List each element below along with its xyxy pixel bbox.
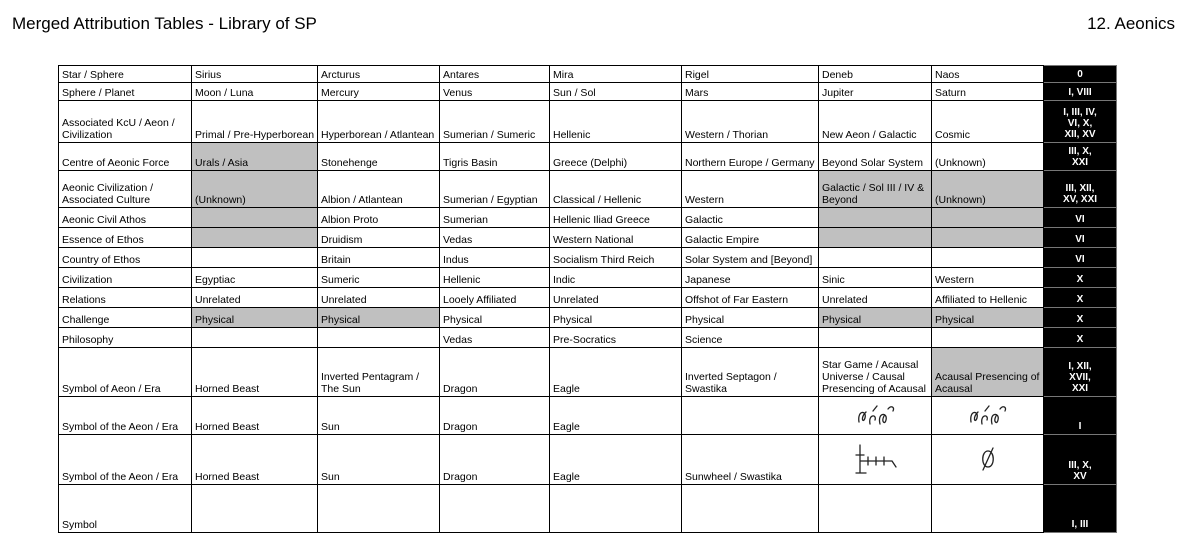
null-glyph: [932, 435, 1044, 485]
row-label: Aeonic Civil Athos: [59, 208, 192, 228]
table-cell: Classical / Hellenic: [550, 171, 682, 208]
table-cell: Mira: [550, 66, 682, 83]
table-cell: Venus: [440, 83, 550, 101]
table-cell: [932, 228, 1044, 248]
table-cell: (Unknown): [192, 171, 318, 208]
table-row: [59, 83, 1117, 101]
reference-cell: X: [1044, 288, 1117, 308]
acausal-script-glyph: [932, 397, 1044, 435]
table-cell: Eagle: [550, 435, 682, 485]
table-cell: Indus: [440, 248, 550, 268]
table-cell: [819, 208, 932, 228]
row-label: Civilization: [59, 268, 192, 288]
table-cell: Western National: [550, 228, 682, 248]
table-cell: [819, 248, 932, 268]
table-cell: [318, 485, 440, 533]
reference-cell: III, X, XXI: [1044, 143, 1117, 171]
table-cell: [819, 228, 932, 248]
table-cell: [192, 248, 318, 268]
table-cell: New Aeon / Galactic: [819, 101, 932, 143]
table-cell: Socialism Third Reich: [550, 248, 682, 268]
table-cell: Inverted Septagon / Swastika: [682, 348, 819, 397]
table-cell: Eagle: [550, 397, 682, 435]
table-cell: Western / Thorian: [682, 101, 819, 143]
table-cell: Druidism: [318, 228, 440, 248]
table-cell: Dragon: [440, 435, 550, 485]
row-label: Centre of Aeonic Force: [59, 143, 192, 171]
table-cell: Moon / Luna: [192, 83, 318, 101]
table-cell: Saturn: [932, 83, 1044, 101]
reference-cell: III, X, XV: [1044, 435, 1117, 485]
table-cell: Tigris Basin: [440, 143, 550, 171]
table-cell: [318, 328, 440, 348]
table-row: [59, 66, 1117, 83]
table-cell: Star Game / Acausal Universe / Causal Presencing of Acausal: [819, 348, 932, 397]
table-cell: [192, 228, 318, 248]
null-glyph: [977, 446, 999, 472]
table-cell: Galactic / Sol III / IV & Beyond: [819, 171, 932, 208]
table-cell: Western: [682, 171, 819, 208]
table-row: [59, 308, 1117, 328]
table-row: [59, 171, 1117, 208]
table-cell: [682, 397, 819, 435]
table-cell: [932, 208, 1044, 228]
galactic-glyph: [852, 441, 900, 477]
table-row: [59, 228, 1117, 248]
table-row: [59, 143, 1117, 171]
table-cell: Albion Proto: [318, 208, 440, 228]
table-cell: Indic: [550, 268, 682, 288]
table-cell: Physical: [819, 308, 932, 328]
table-cell: Stonehenge: [318, 143, 440, 171]
table-cell: Physical: [440, 308, 550, 328]
table-cell: Hellenic: [440, 268, 550, 288]
row-label: Relations: [59, 288, 192, 308]
reference-cell: VI: [1044, 248, 1117, 268]
table-cell: [819, 328, 932, 348]
table-row: [59, 435, 1117, 485]
table-cell: [550, 485, 682, 533]
row-label: Philosophy: [59, 328, 192, 348]
table-cell: Mercury: [318, 83, 440, 101]
table-cell: Horned Beast: [192, 435, 318, 485]
table-cell: Sumerian: [440, 208, 550, 228]
table-cell: Inverted Pentagram / The Sun: [318, 348, 440, 397]
table-cell: Physical: [932, 308, 1044, 328]
table-cell: Sinic: [819, 268, 932, 288]
row-label: Country of Ethos: [59, 248, 192, 268]
acausal-script-glyph: [855, 402, 897, 428]
table-cell: Egyptiac: [192, 268, 318, 288]
table-cell: Unrelated: [192, 288, 318, 308]
table-cell: Deneb: [819, 66, 932, 83]
reference-cell: X: [1044, 328, 1117, 348]
table-cell: Science: [682, 328, 819, 348]
table-cell: (Unknown): [932, 143, 1044, 171]
table-cell: Dragon: [440, 397, 550, 435]
acausal-script-glyph: [819, 397, 932, 435]
table-cell: Rigel: [682, 66, 819, 83]
table-cell: Britain: [318, 248, 440, 268]
table-cell: Hyperborean / Atlantean: [318, 101, 440, 143]
table-cell: [932, 328, 1044, 348]
table-cell: [192, 208, 318, 228]
table-cell: Jupiter: [819, 83, 932, 101]
table-cell: Urals / Asia: [192, 143, 318, 171]
table-cell: Mars: [682, 83, 819, 101]
reference-cell: VI: [1044, 228, 1117, 248]
table-cell: [932, 248, 1044, 268]
row-label: Associated KcU / Aeon / Civilization: [59, 101, 192, 143]
table-row: [59, 248, 1117, 268]
table-cell: Sumerian / Egyptian: [440, 171, 550, 208]
table-cell: Sun / Sol: [550, 83, 682, 101]
table-cell: [932, 485, 1044, 533]
table-cell: Cosmic: [932, 101, 1044, 143]
table-row: [59, 348, 1117, 397]
table-cell: Physical: [192, 308, 318, 328]
table-cell: [819, 485, 932, 533]
row-label: Symbol of the Aeon / Era: [59, 397, 192, 435]
reference-cell: I, VIII: [1044, 83, 1117, 101]
table-cell: [440, 485, 550, 533]
table-cell: [682, 485, 819, 533]
attribution-table: [58, 65, 1117, 533]
table-cell: Hellenic: [550, 101, 682, 143]
table-row: [59, 101, 1117, 143]
table-cell: Albion / Atlantean: [318, 171, 440, 208]
row-label: Essence of Ethos: [59, 228, 192, 248]
section-title: 12. Aeonics: [1087, 14, 1175, 33]
reference-cell: 0: [1044, 66, 1117, 83]
table-cell: Solar System and [Beyond]: [682, 248, 819, 268]
acausal-script-glyph: [967, 402, 1009, 428]
reference-cell: I, III, IV, VI, X, XII, XV: [1044, 101, 1117, 143]
table-row: [59, 397, 1117, 435]
table-cell: Offshot of Far Eastern: [682, 288, 819, 308]
table-cell: Sun: [318, 397, 440, 435]
table-cell: Sunwheel / Swastika: [682, 435, 819, 485]
row-label: Sphere / Planet: [59, 83, 192, 101]
table-cell: Greece (Delphi): [550, 143, 682, 171]
reference-cell: VI: [1044, 208, 1117, 228]
table-cell: Horned Beast: [192, 397, 318, 435]
reference-cell: III, XII, XV, XXI: [1044, 171, 1117, 208]
table-cell: Western: [932, 268, 1044, 288]
table-cell: Physical: [318, 308, 440, 328]
reference-cell: X: [1044, 308, 1117, 328]
table-cell: (Unknown): [932, 171, 1044, 208]
row-label: Symbol of Aeon / Era: [59, 348, 192, 397]
row-label: Star / Sphere: [59, 66, 192, 83]
table-cell: Galactic Empire: [682, 228, 819, 248]
table-cell: Affiliated to Hellenic: [932, 288, 1044, 308]
table-cell: Sun: [318, 435, 440, 485]
table-cell: Physical: [550, 308, 682, 328]
table-row: [59, 328, 1117, 348]
table-cell: Dragon: [440, 348, 550, 397]
table-cell: Unrelated: [318, 288, 440, 308]
reference-cell: I, XII, XVII, XXI: [1044, 348, 1117, 397]
table-cell: Acausal Presencing of Acausal: [932, 348, 1044, 397]
reference-cell: X: [1044, 268, 1117, 288]
table-cell: Japanese: [682, 268, 819, 288]
table-cell: Pre-Socratics: [550, 328, 682, 348]
row-label: Symbol of the Aeon / Era: [59, 435, 192, 485]
table-row: [59, 208, 1117, 228]
table-cell: Sirius: [192, 66, 318, 83]
table-cell: Horned Beast: [192, 348, 318, 397]
table-cell: Eagle: [550, 348, 682, 397]
reference-cell: I, III: [1044, 485, 1117, 533]
table-cell: Looely Affiliated: [440, 288, 550, 308]
table-cell: Unrelated: [819, 288, 932, 308]
table-cell: Antares: [440, 66, 550, 83]
table-cell: Sumerian / Sumeric: [440, 101, 550, 143]
table-cell: Primal / Pre-Hyperborean: [192, 101, 318, 143]
page-title: Merged Attribution Tables - Library of SP: [12, 14, 317, 33]
table-cell: Naos: [932, 66, 1044, 83]
row-label: Challenge: [59, 308, 192, 328]
table-cell: Arcturus: [318, 66, 440, 83]
galactic-glyph: [819, 435, 932, 485]
table-cell: Northern Europe / Germany: [682, 143, 819, 171]
table-row: [59, 268, 1117, 288]
table-row: [59, 485, 1117, 533]
table-cell: Sumeric: [318, 268, 440, 288]
table-cell: Vedas: [440, 228, 550, 248]
reference-cell: I: [1044, 397, 1117, 435]
row-label: Symbol: [59, 485, 192, 533]
table-cell: Vedas: [440, 328, 550, 348]
table-cell: Hellenic Iliad Greece: [550, 208, 682, 228]
table-cell: Beyond Solar System: [819, 143, 932, 171]
table-cell: Galactic: [682, 208, 819, 228]
table-cell: [192, 328, 318, 348]
table-cell: [192, 485, 318, 533]
row-label: Aeonic Civilization / Associated Culture: [59, 171, 192, 208]
table-cell: Unrelated: [550, 288, 682, 308]
table-row: [59, 288, 1117, 308]
table-cell: Physical: [682, 308, 819, 328]
